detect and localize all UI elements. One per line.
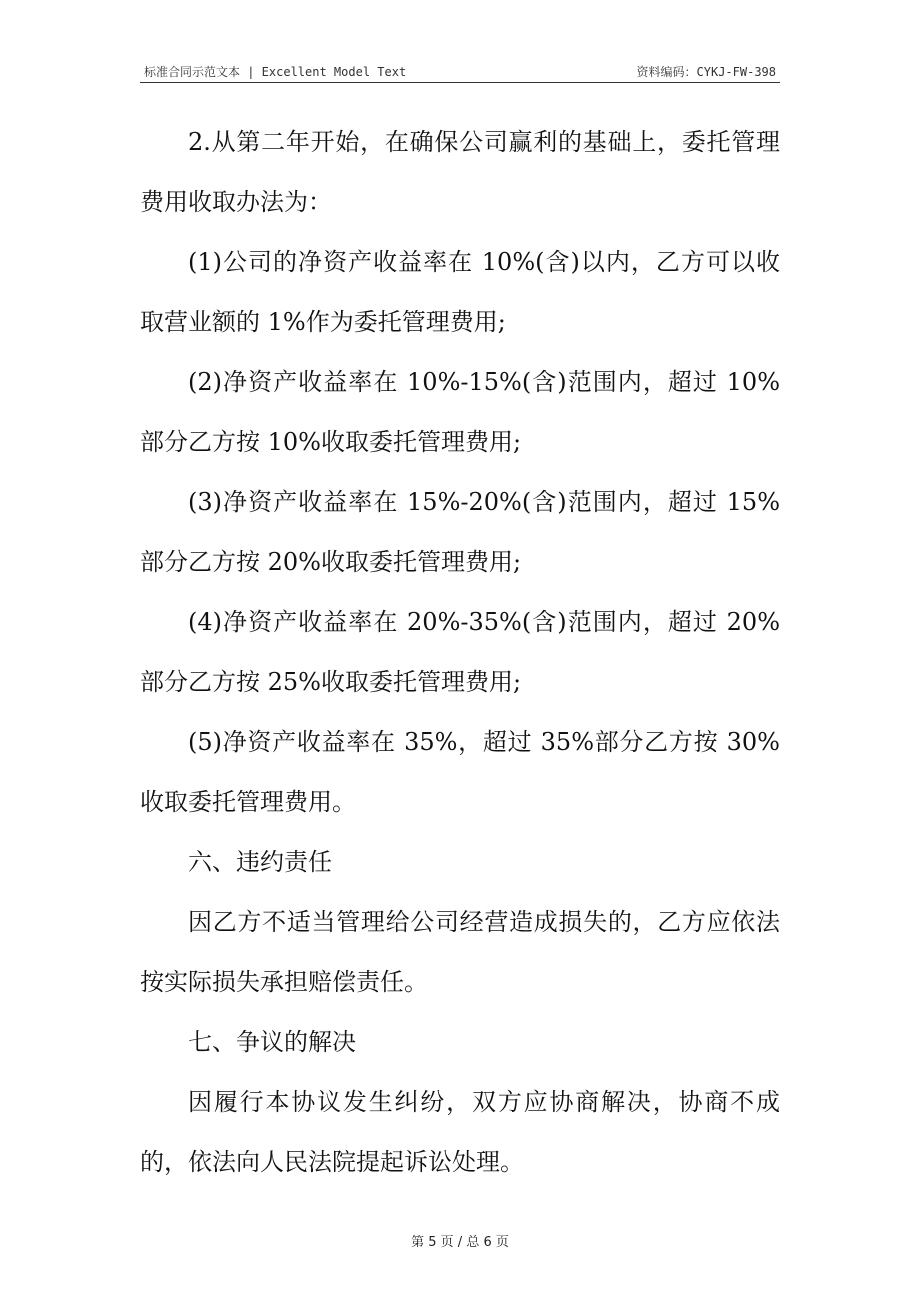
section-heading-dispute: 七、争议的解决: [188, 1028, 356, 1056]
page-header: [140, 60, 780, 83]
page-footer: [0, 1231, 920, 1250]
paragraph-fee-tier-5: (5)净资产收益率在 35%，超过 35%部分乙方按 30%收取委托管理费用。: [140, 728, 780, 816]
header-title: 标准合同示范文本 | Excellent Model Text: [144, 65, 407, 79]
paragraph-fee-tier-3: (3)净资产收益率在 15%-20%(含)范围内，超过 15%部分乙方按 20%收取委托管理费用;: [140, 488, 780, 576]
paragraph-fee-method: 2.从第二年开始，在确保公司赢利的基础上，委托管理费用收取办法为：: [140, 128, 780, 216]
section-heading-breach: 六、违约责任: [188, 848, 332, 876]
paragraph-fee-tier-1: (1)公司的净资产收益率在 10%(含)以内，乙方可以收取营业额的 1%作为委托管理费用;: [140, 248, 780, 336]
document-code: 资料编码：CYKJ-FW-398: [636, 65, 776, 79]
paragraph-fee-tier-2: (2)净资产收益率在 10%-15%(含)范围内，超过 10%部分乙方按 10%收取委托管理费用;: [140, 368, 780, 456]
paragraph-fee-tier-4: (4)净资产收益率在 20%-35%(含)范围内，超过 20%部分乙方按 25%收取委托管理费用;: [140, 608, 780, 696]
page-number: 第 5 页 / 总 6 页: [411, 1235, 509, 1250]
paragraph-breach: 因乙方不适当管理给公司经营造成损失的，乙方应依法按实际损失承担赔偿责任。: [140, 908, 780, 996]
paragraph-dispute: 因履行本协议发生纠纷，双方应协商解决，协商不成的，依法向人民法院提起诉讼处理。: [140, 1088, 780, 1176]
document-body: [140, 112, 780, 1192]
